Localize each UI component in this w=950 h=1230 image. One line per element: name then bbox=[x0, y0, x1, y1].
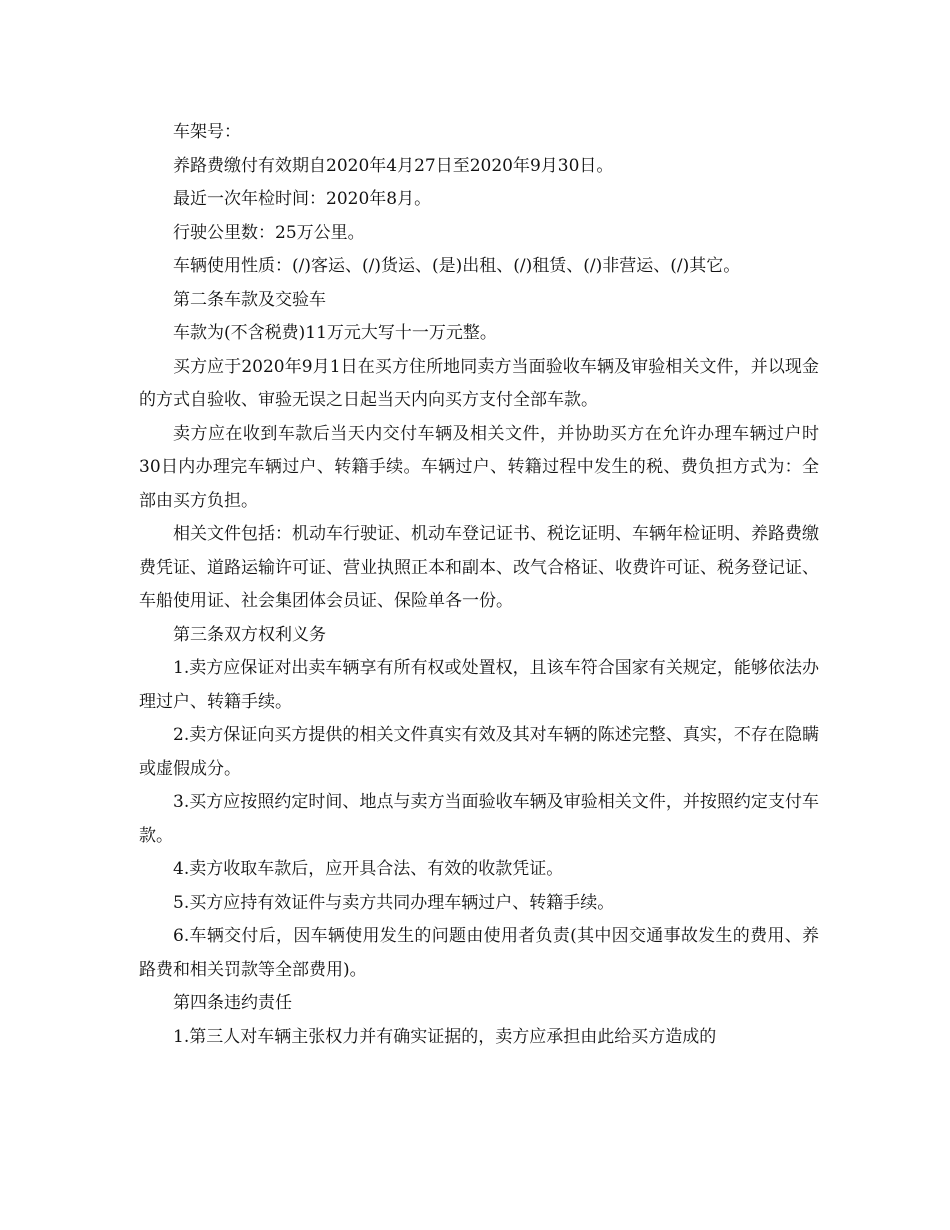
paragraph-related-documents: 相关文件包括：机动车行驶证、机动车登记证书、税讫证明、车辆年检证明、养路费缴费凭证、道路运输许可证、营业执照正本和副本、改气合格证、收费许可证、税务登记证、车船使用证、社会集团体会员证、保险单各一份。 bbox=[139, 524, 819, 611]
paragraph-road-fee-period: 养路费缴付有效期自2020年4月27日至2020年9月30日。 bbox=[173, 155, 614, 176]
clause-3-5: 5.买方应持有效证件与卖方共同办理车辆过户、转籍手续。 bbox=[173, 892, 615, 913]
document-body bbox=[139, 116, 819, 1054]
paragraph-usage-type: 车辆使用性质：(/)客运、(/)货运、(是)出租、(/)租赁、(/)非营运、(/)其它。 bbox=[173, 256, 741, 276]
clause-3-3: 3.买方应按照约定时间、地点与卖方当面验收车辆及审验相关文件，并按照约定支付车款。 bbox=[139, 792, 819, 846]
paragraph-annual-inspection: 最近一次年检时间：2020年8月。 bbox=[173, 189, 432, 209]
section-heading-article-4: 第四条违约责任 bbox=[173, 993, 292, 1013]
clause-3-2: 2.卖方保证向买方提供的相关文件真实有效及其对车辆的陈述完整、真实，不存在隐瞒或虚假成分。 bbox=[139, 725, 819, 779]
paragraph-inspection-payment: 买方应于2020年9月1日在买方住所地同卖方当面验收车辆及审验相关文件，并以现金的方式自验收、审验无误之日起当天内向买方支付全部车款。 bbox=[139, 356, 819, 410]
clause-3-4: 4.卖方收取车款后，应开具合法、有效的收款凭证。 bbox=[173, 859, 564, 879]
clause-4-1: 1.第三人对车辆主张权力并有确实证据的，卖方应承担由此给买方造成的 bbox=[173, 1026, 717, 1047]
section-heading-article-2: 第二条车款及交验车 bbox=[173, 289, 326, 310]
section-heading-article-3: 第三条双方权利义务 bbox=[173, 624, 326, 645]
paragraph-price: 车款为(不含税费)11万元大写十一万元整。 bbox=[173, 323, 497, 343]
clause-3-1: 1.卖方应保证对出卖车辆享有所有权或处置权，且该车符合国家有关规定，能够依法办理过户、转籍手续。 bbox=[139, 658, 819, 712]
paragraph-vin: 车架号： bbox=[173, 122, 241, 142]
paragraph-delivery-transfer: 卖方应在收到车款后当天内交付车辆及相关文件，并协助买方在允许办理车辆过户时30日内办理完车辆过户、转籍手续。车辆过户、转籍过程中发生的税、费负担方式为：全部由买方负担。 bbox=[139, 423, 819, 511]
paragraph-mileage: 行驶公里数：25万公里。 bbox=[173, 222, 365, 243]
clause-3-6: 6.车辆交付后，因车辆使用发生的问题由使用者负责(其中因交通事故发生的费用、养路费和相关罚款等全部费用)。 bbox=[139, 926, 819, 980]
